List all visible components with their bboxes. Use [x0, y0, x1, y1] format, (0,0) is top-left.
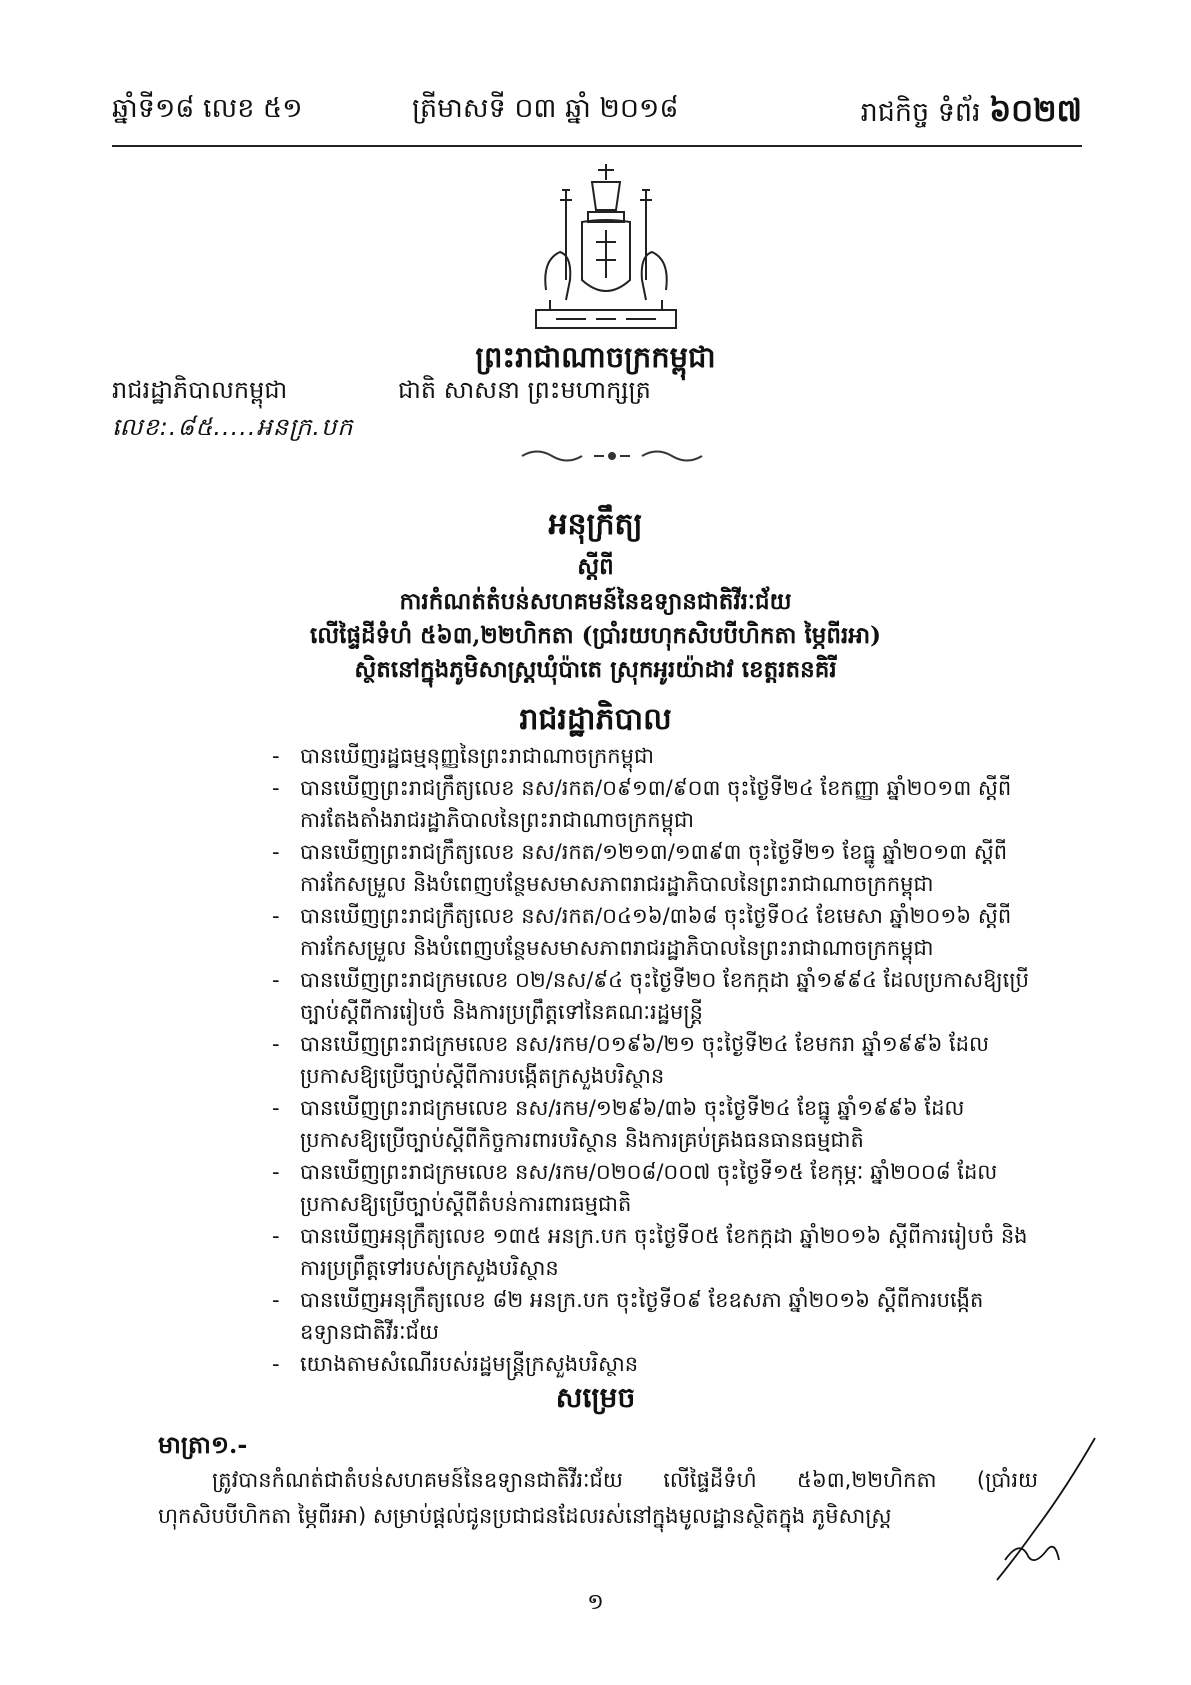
document-number: លេខ:.៨៥.....អនក្រ.បក [112, 413, 354, 441]
subject-line-1: ការកំណត់តំបន់សហគមន៍នៃឧទ្យានជាតិវីរៈជ័យ [399, 588, 792, 615]
article-1-heading: មាត្រា១.- [158, 1430, 248, 1459]
subject-line-2: លើផ្ទៃដីទំហំ ៥៦៣,២២ហិកតា (ប្រាំរយហុកសិបបីហិកតា ម្ភៃពីរអា) [309, 622, 882, 649]
ornament-divider-icon [512, 445, 712, 467]
gazette-header [112, 88, 1082, 138]
gazette-page-label: រាជកិច្ច ទំព័រ [860, 97, 981, 128]
royal-coat-of-arms-icon [526, 160, 686, 336]
reference-item: - បានឃើញអនុក្រឹត្យលេខ ១៣៥ អនក្រ.បក ចុះថ្ងៃទី០៥ ខែកក្កដា ឆ្នាំ២០១៦ ស្តីពីការរៀបចំ និងការប្រព្រឹត្តទៅរបស់ក្រសួងបរិស្ថាន [272, 1220, 1032, 1284]
reference-item: - បានឃើញព្រះរាជក្រមលេខ នស/រកម/០២០៨/០០៧ ចុះថ្ងៃទី១៥ ខែកុម្ភៈ ឆ្នាំ២០០៨ ដែលប្រកាសឱ្យប្រើច្បាប់ស្តីពីតំបន់ការពារធម្មជាតិ [272, 1156, 1032, 1220]
reference-item: - បានឃើញអនុក្រឹត្យលេខ ៨២ អនក្រ.បក ចុះថ្ងៃទី០៩ ខែឧសភា ឆ្នាំ២០១៦ ស្តីពីការបង្កើតឧទ្យានជាតិវីរៈជ័យ [272, 1284, 1032, 1348]
issuer-heading: រាជរដ្ឋាភិបាល [519, 702, 672, 737]
page-number: ១ [587, 1590, 604, 1615]
reference-item: - បានឃើញព្រះរាជក្រមលេខ នស/រកម/១២៩៦/៣៦ ចុះថ្ងៃទី២៤ ខែធ្នូ ឆ្នាំ១៩៩៦ ដែលប្រកាសឱ្យប្រើច្បាប់ស្តីពីកិច្ចការពារបរិស្ថាន និងការគ្រប់គ្រងធនធានធម្មជាតិ [272, 1092, 1032, 1156]
decision-heading: សម្រេច [555, 1381, 636, 1414]
document-subject [0, 585, 1191, 687]
signature-icon [975, 1430, 1105, 1590]
subject-line-3: ស្ថិតនៅក្នុងភូមិសាស្ត្រឃុំប៉ាតេ ស្រុកអូរយ៉ាដាវ ខេត្តរតនគិរី [354, 656, 837, 683]
legal-references-list [272, 740, 1032, 1380]
government-name: រាជរដ្ឋាភិបាលកម្ពុជា [112, 376, 288, 404]
reference-item: - បានឃើញព្រះរាជក្រឹត្យលេខ នស/រកត/០៤១៦/៣៦៨ ចុះថ្ងៃទី០៤ ខែមេសា ឆ្នាំ២០១៦ ស្តីពីការកែសម្រួល និងបំពេញបន្ថែមសមាសភាពរាជរដ្ឋាភិបាលនៃព្រះរាជាណាចក្រកម្ពុជា [272, 900, 1032, 964]
reference-item: - បានឃើញរដ្ឋធម្មនុញ្ញនៃព្រះរាជាណាចក្រកម្ពុជា [272, 740, 1032, 772]
gazette-page-number: ៦០២៧ [989, 93, 1082, 129]
document-about: ស្តីពី [577, 553, 614, 580]
header-divider [112, 145, 1082, 147]
article-1-text: ត្រូវបានកំណត់ជាតំបន់សហគមន៍នៃឧទ្យានជាតិវីរៈជ័យ លើផ្ទៃដីទំហំ ៥៦៣,២២ហិកតា (ប្រាំរយហុកសិបបីហិកតា ម្ភៃពីរអា) សម្រាប់ផ្តល់ជូនប្រជាជនដែលរស់នៅក្នុងមូលដ្ឋានស្ថិតក្នុង ភូមិសាស្ត្រ [158, 1468, 1038, 1528]
reference-item: - បានឃើញព្រះរាជក្រឹត្យលេខ នស/រកត/០៩១៣/៩០៣ ចុះថ្ងៃទី២៤ ខែកញ្ញា ឆ្នាំ២០១៣ ស្តីពីការតែងតាំងរាជរដ្ឋាភិបាលនៃព្រះរាជាណាចក្រកម្ពុជា [272, 772, 1032, 836]
reference-item: - បានឃើញព្រះរាជក្រមលេខ នស/រកម/០១៩៦/២១ ចុះថ្ងៃទី២៤ ខែមករា ឆ្នាំ១៩៩៦ ដែលប្រកាសឱ្យប្រើច្បាប់ស្តីពីការបង្កើតក្រសួងបរិស្ថាន [272, 1028, 1032, 1092]
gazette-page [861, 92, 1082, 137]
reference-item: - យោងតាមសំណើរបស់រដ្ឋមន្ត្រីក្រសួងបរិស្ថាន [272, 1348, 1032, 1380]
document-type: អនុក្រឹត្យ [548, 507, 643, 542]
reference-item: - បានឃើញព្រះរាជក្រឹត្យលេខ នស/រកត/១២១៣/១៣៩៣ ចុះថ្ងៃទី២១ ខែធ្នូ ឆ្នាំ២០១៣ ស្តីពីការកែសម្រួល និងបំពេញបន្ថែមសមាសភាពរាជរដ្ឋាភិបាលនៃព្រះរាជាណាចក្រកម្ពុជា [272, 836, 1032, 900]
kingdom-title: ព្រះរាជាណាចក្រកម្ពុជា [475, 340, 716, 374]
national-motto: ជាតិ សាសនា ព្រះមហាក្សត្រ [398, 376, 651, 404]
reference-item: - បានឃើញព្រះរាជក្រមលេខ ០២/នស/៩៤ ចុះថ្ងៃទី២០ ខែកក្កដា ឆ្នាំ១៩៩៤ ដែលប្រកាសឱ្យប្រើច្បាប់ស្តីពីការរៀបចំ និងការប្រព្រឹត្តទៅនៃគណៈរដ្ឋមន្ត្រី [272, 964, 1032, 1028]
gazette-issue: ឆ្នាំទី១៨ លេខ ៥១ [112, 93, 303, 124]
gazette-quarter: ត្រីមាសទី ០៣ ឆ្នាំ ២០១៨ [412, 93, 679, 124]
